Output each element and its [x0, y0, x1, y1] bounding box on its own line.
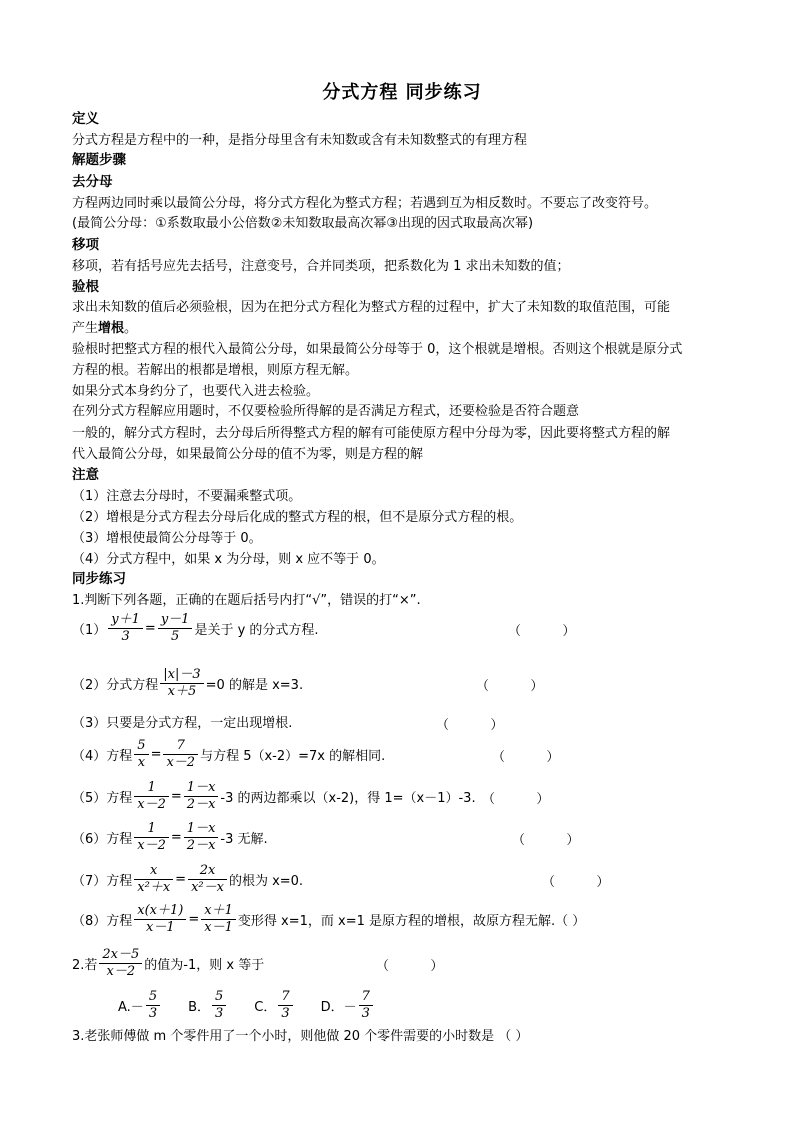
move-terms-heading: 移项	[72, 237, 99, 253]
numerator: x(x＋1)	[134, 903, 186, 920]
q1-item-3: （3）只要是分式方程，一定出现增根.	[72, 716, 293, 731]
denominator: x－2	[137, 837, 166, 853]
option-a[interactable]	[118, 989, 162, 1022]
check-root-line-2a: 产生	[72, 321, 99, 336]
page-title: 分式方程 同步练习	[322, 82, 482, 103]
fraction	[134, 738, 148, 771]
definition-heading: 定义	[72, 111, 99, 127]
fraction	[158, 612, 193, 645]
numerator: 1－x	[184, 821, 219, 838]
answer-blank[interactable]: （ ）	[376, 959, 444, 974]
denominator: 3	[361, 1005, 370, 1021]
numerator: x	[134, 863, 173, 880]
numerator: 2x－5	[99, 947, 142, 964]
q1-item-1	[72, 607, 319, 649]
q2-options	[118, 984, 401, 1026]
item-label: （6）方程	[72, 831, 133, 847]
fraction	[99, 947, 142, 980]
numerator: y＋1	[108, 612, 143, 629]
q2-stem	[72, 942, 264, 984]
item-label: （7）方程	[72, 873, 133, 889]
definition-text: 分式方程是方程中的一种，是指分母里含有未知数或含有未知数整式的有理方程	[72, 133, 528, 148]
equals-sign: =	[175, 871, 187, 887]
fraction	[188, 863, 227, 896]
steps-heading: 解题步骤	[72, 152, 126, 168]
remove-denominator-line-2: (最简公分母：①系数取最小公倍数②未知数取最高次幂③出现的因式取最高次幂)	[72, 216, 534, 231]
answer-blank[interactable]: （ ）	[508, 624, 576, 639]
note-item: （3）增根使最简公分母等于 0。	[72, 531, 262, 546]
check-root-line-8: 代入最简公分母，如果最简公分母的值不为零，则是方程的解	[72, 447, 424, 462]
numerator: 7	[278, 989, 292, 1006]
equals-sign: =	[170, 788, 182, 804]
q1-item-5	[72, 775, 476, 817]
numerator: 5	[212, 989, 226, 1006]
check-root-line-1: 求出未知数的值后必须验根，因为在把分式方程化为整式方程的过程中，扩大了未知数的取值范围，可能	[72, 300, 671, 315]
item-label: （8）方程	[72, 913, 133, 929]
option-label: A.－	[118, 999, 144, 1015]
q3-stem	[72, 1027, 528, 1046]
answer-blank[interactable]: （ ）	[555, 913, 586, 929]
item-label: （5）方程	[72, 790, 133, 806]
q2-text: 的值为-1，则 x 等于	[144, 957, 265, 973]
item-text: 是关于 y 的分式方程.	[194, 622, 319, 638]
option-d[interactable]	[321, 989, 375, 1022]
answer-blank[interactable]: （ ）	[492, 750, 560, 765]
denominator: 3	[281, 1005, 290, 1021]
numerator: 1	[134, 780, 169, 797]
denominator: x－2	[106, 963, 136, 979]
move-terms-line-1: 移项，若有括号应先去括号，注意变号，合并同类项，把系数化为 1 求出未知数的值；	[72, 259, 570, 274]
extraneous-root-term: 增根	[98, 321, 125, 336]
item-text: -3 无解.	[220, 831, 268, 847]
item-text: -3 的两边都乘以（x-2)，得 1=（x－1）-3.	[220, 790, 476, 806]
remove-denominator-line-1: 方程两边同时乘以最简公分母，将分式方程化为整式方程；若遇到互为相反数时。不要忘了改变符号。	[72, 196, 658, 211]
item-text: =0 的解是 x=3.	[205, 677, 304, 693]
fraction	[184, 821, 219, 854]
note-item: （1）注意去分母时，不要漏乘整式项。	[72, 489, 302, 504]
check-root-heading: 验根	[72, 279, 99, 295]
equals-sign: =	[170, 829, 182, 845]
q3-text: 3.老张师傅做 m 个零件用了一个小时，则他做 20 个零件需要的小时数是	[72, 1029, 495, 1044]
numerator: 7	[359, 989, 373, 1006]
option-label: C．	[254, 999, 277, 1015]
note-item: （2）增根是分式方程去分母后化成的整式方程的根，但不是原分式方程的根。	[72, 510, 523, 525]
answer-blank[interactable]: （ ）	[482, 792, 550, 807]
numerator: 2x	[188, 863, 227, 880]
option-b[interactable]	[188, 989, 228, 1022]
q1-item-6	[72, 816, 268, 858]
item-label: （4）方程	[72, 748, 133, 764]
practice-heading: 同步练习	[72, 571, 126, 587]
fraction	[160, 667, 203, 700]
check-root-line-3: 验根时把整式方程的根代入最简公分母，如果最简公分母等于 0，这个根就是增根。否则这个根就是原分式	[72, 342, 683, 357]
item-label: （1）	[72, 622, 107, 638]
check-root-line-5: 如果分式本身约分了，也要代入进去检验。	[72, 384, 320, 399]
fraction	[359, 989, 373, 1022]
item-text: 与方程 5（x-2）=7x 的解相同.	[200, 748, 386, 764]
q1-stem: 1.判断下列各题，正确的在题后括号内打“√”，错误的打“×”.	[72, 593, 421, 608]
q1-item-7	[72, 858, 303, 900]
denominator: 3	[121, 628, 130, 644]
denominator: 3	[148, 1005, 158, 1021]
numerator: |x|－3	[160, 667, 203, 684]
fraction	[212, 989, 226, 1022]
denominator: 2－x	[186, 837, 216, 853]
fraction	[278, 989, 292, 1022]
denominator: x＋5	[167, 683, 197, 699]
denominator: x－2	[137, 796, 166, 812]
option-c[interactable]	[254, 989, 294, 1022]
numerator: x＋1	[201, 903, 236, 920]
check-root-line-2	[72, 319, 137, 338]
fraction	[108, 612, 143, 645]
fraction	[146, 989, 160, 1022]
item-label: （2）分式方程	[72, 677, 159, 693]
numerator: y－1	[158, 612, 193, 629]
denominator: 2－x	[186, 796, 216, 812]
denominator: x－1	[204, 919, 233, 935]
denominator: 5	[170, 628, 180, 644]
answer-blank[interactable]: （ ）	[436, 718, 504, 733]
q2-lead: 2.若	[72, 957, 98, 973]
equals-sign: =	[144, 620, 156, 636]
note-item: （4）分式方程中，如果 x 为分母，则 x 应不等于 0。	[72, 552, 385, 567]
q1-item-8	[72, 898, 585, 940]
fraction	[134, 903, 186, 936]
equals-sign: =	[150, 746, 162, 762]
fraction	[184, 780, 219, 813]
check-root-line-4: 方程的根。若解出的根都是增根，则原方程无解。	[72, 363, 359, 378]
check-root-line-6: 在列分式方程解应用题时，不仅要检验所得解的是否满足方程式，还要检验是否符合题意	[72, 404, 580, 419]
remove-denominator-heading: 去分母	[72, 174, 113, 190]
check-root-line-7: 一般的，解分式方程时，去分母后所得整式方程的解有可能使原方程中分母为零，因此要将整式方程的解	[72, 426, 671, 441]
denominator: x²－x	[191, 879, 224, 895]
answer-blank[interactable]: （ ）	[512, 833, 580, 848]
equals-sign: =	[188, 911, 200, 927]
denominator: x²＋x	[137, 879, 171, 895]
numerator: 5	[134, 738, 148, 755]
denominator: x－1	[146, 919, 175, 935]
option-label: D．－	[320, 999, 357, 1015]
item-text: 的根为 x=0.	[228, 873, 304, 889]
q1-item-2	[72, 662, 303, 704]
numerator: 7	[163, 738, 198, 755]
denominator: 3	[215, 1005, 224, 1021]
numerator: 1	[134, 821, 169, 838]
denominator: x	[137, 754, 146, 770]
fraction	[201, 903, 236, 936]
fraction	[134, 821, 169, 854]
check-root-line-2c: 。	[124, 321, 138, 336]
notes-heading: 注意	[72, 467, 99, 483]
q1-item-4	[72, 733, 385, 775]
denominator: x－2	[166, 754, 196, 770]
option-label: B．	[188, 999, 211, 1015]
answer-blank[interactable]: （ ）	[542, 875, 610, 890]
fraction	[134, 780, 169, 813]
answer-blank[interactable]: （ ）	[476, 679, 544, 694]
numerator: 1－x	[184, 780, 219, 797]
item-text: 变形得 x=1，而 x=1 是原方程的增根，故原方程无解.	[237, 913, 556, 929]
fraction	[134, 863, 173, 896]
numerator: 5	[146, 989, 160, 1006]
fraction	[163, 738, 198, 771]
answer-blank[interactable]: （ ）	[498, 1029, 529, 1044]
